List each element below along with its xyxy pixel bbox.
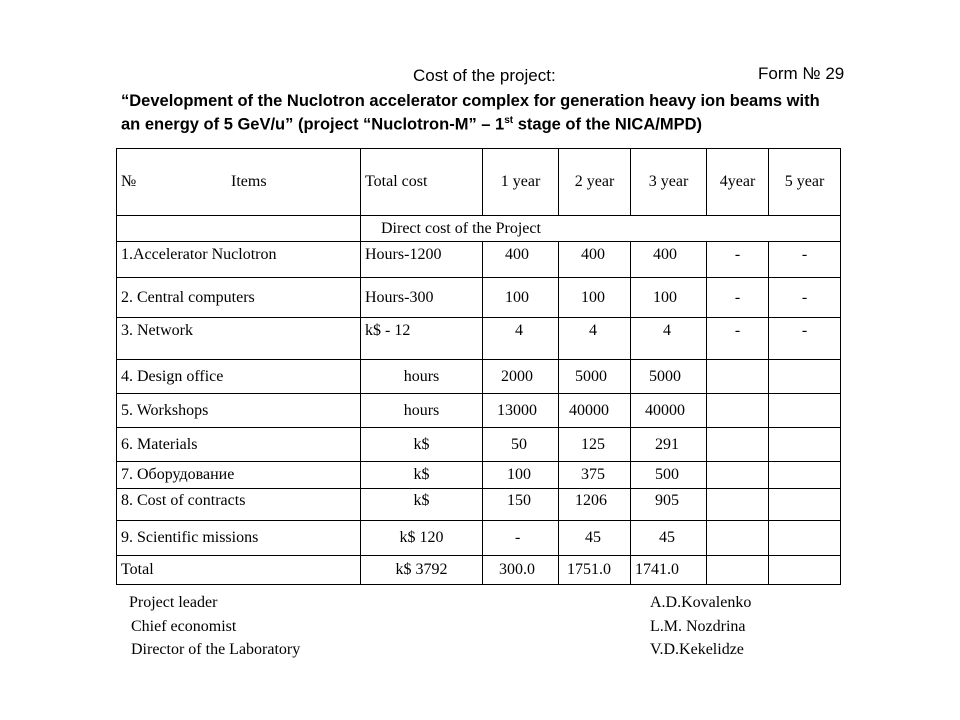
row-year-2: 1206 [559, 489, 631, 521]
table-row [117, 318, 841, 360]
cost-heading: Cost of the project: [413, 66, 556, 85]
row-item: 6. Materials [117, 428, 361, 462]
row-year-3: 100 [631, 278, 707, 318]
header-year-2: 2 year [559, 149, 631, 216]
row-year-1: 100 [483, 278, 559, 318]
header-total-cost: Total cost [361, 149, 483, 216]
row-total-cost: k$ [361, 428, 483, 462]
table-total-row [117, 556, 841, 585]
table-row [117, 394, 841, 428]
row-year-5: - [769, 242, 841, 278]
title-superscript: st [504, 115, 514, 126]
row-item: 5. Workshops [117, 394, 361, 428]
row-year-1: 300.0 [483, 556, 559, 585]
row-total-cost: hours [361, 360, 483, 394]
row-year-5 [769, 556, 841, 585]
row-year-3: 905 [631, 489, 707, 521]
row-year-1: 400 [483, 242, 559, 278]
form-number: Form № 29 [758, 64, 845, 83]
row-year-4: - [707, 278, 769, 318]
row-year-5 [769, 360, 841, 394]
row-year-5: - [769, 278, 841, 318]
row-year-2: 45 [559, 521, 631, 556]
row-year-3: 1741.0 [631, 556, 707, 585]
signature-name: L.M. Nozdrina [650, 618, 746, 635]
row-year-1: 13000 [483, 394, 559, 428]
row-year-2: 125 [559, 428, 631, 462]
section-title: Direct cost of the Project [361, 216, 841, 242]
row-item: 8. Cost of contracts [117, 489, 361, 521]
row-year-2: 4 [559, 318, 631, 360]
row-year-1: 2000 [483, 360, 559, 394]
row-total-cost: k$ - 12 [361, 318, 483, 360]
row-year-1: 100 [483, 462, 559, 489]
row-year-4: - [707, 318, 769, 360]
row-total-cost: k$ [361, 462, 483, 489]
title-line-2-text-a: an energy of 5 GeV/u” (project “Nuclotron-M” – 1 [121, 115, 505, 134]
header-year-4: 4year [707, 149, 769, 216]
row-year-4 [707, 394, 769, 428]
row-total-cost: hours [361, 394, 483, 428]
row-year-1: 150 [483, 489, 559, 521]
row-year-3: 45 [631, 521, 707, 556]
row-item: 7. Оборудование [117, 462, 361, 489]
row-year-3: 291 [631, 428, 707, 462]
row-year-4 [707, 428, 769, 462]
row-year-2: 375 [559, 462, 631, 489]
row-year-3: 40000 [631, 394, 707, 428]
header-year-5: 5 year [769, 149, 841, 216]
section-row [117, 216, 841, 242]
row-total-cost: k$ 120 [361, 521, 483, 556]
row-year-3: 5000 [631, 360, 707, 394]
row-total-cost: k$ 3792 [361, 556, 483, 585]
row-year-5: - [769, 318, 841, 360]
row-item: 2. Central computers [117, 278, 361, 318]
signature-role: Chief economist [131, 618, 237, 635]
row-year-2: 100 [559, 278, 631, 318]
header-items: Items [231, 173, 267, 190]
row-year-5 [769, 489, 841, 521]
project-title-line-1: “Development of the Nuclotron accelerator complex for generation heavy ion beams with [121, 92, 820, 110]
row-year-1: 50 [483, 428, 559, 462]
row-item: 1.Accelerator Nuclotron [117, 242, 361, 278]
table-row [117, 242, 841, 278]
table-row [117, 521, 841, 556]
row-year-3: 4 [631, 318, 707, 360]
table-row [117, 278, 841, 318]
row-year-5 [769, 462, 841, 489]
row-year-4 [707, 521, 769, 556]
header-items-cell [117, 149, 361, 216]
signature-role: Project leader [129, 594, 218, 611]
row-year-4 [707, 556, 769, 585]
row-year-5 [769, 394, 841, 428]
row-year-2: 40000 [559, 394, 631, 428]
row-year-2: 1751.0 [559, 556, 631, 585]
row-year-1: - [483, 521, 559, 556]
title-line-2-text-b: stage of the NICA/MPD) [513, 115, 702, 134]
project-title-line-2 [121, 115, 702, 135]
row-total-cost: Hours-300 [361, 278, 483, 318]
table-row [117, 360, 841, 394]
header-year-1: 1 year [483, 149, 559, 216]
row-item: 9. Scientific missions [117, 521, 361, 556]
section-blank-cell [117, 216, 361, 242]
row-year-3: 400 [631, 242, 707, 278]
signature-name: V.D.Kekelidze [650, 641, 744, 658]
row-year-2: 5000 [559, 360, 631, 394]
table-header-row [117, 149, 841, 216]
row-year-5 [769, 521, 841, 556]
cost-table [116, 148, 841, 585]
row-item: 3. Network [117, 318, 361, 360]
row-year-3: 500 [631, 462, 707, 489]
row-year-4 [707, 489, 769, 521]
row-year-2: 400 [559, 242, 631, 278]
header-number: № [121, 173, 137, 190]
row-item: Total [117, 556, 361, 585]
table-row [117, 489, 841, 521]
row-total-cost: k$ [361, 489, 483, 521]
table-row [117, 428, 841, 462]
row-year-4: - [707, 242, 769, 278]
row-year-5 [769, 428, 841, 462]
row-item: 4. Design office [117, 360, 361, 394]
row-year-4 [707, 360, 769, 394]
signature-role: Director of the Laboratory [131, 641, 301, 658]
row-year-4 [707, 462, 769, 489]
row-total-cost: Hours-1200 [361, 242, 483, 278]
header-year-3: 3 year [631, 149, 707, 216]
row-year-1: 4 [483, 318, 559, 360]
signature-name: A.D.Kovalenko [650, 594, 752, 611]
table-row [117, 462, 841, 489]
